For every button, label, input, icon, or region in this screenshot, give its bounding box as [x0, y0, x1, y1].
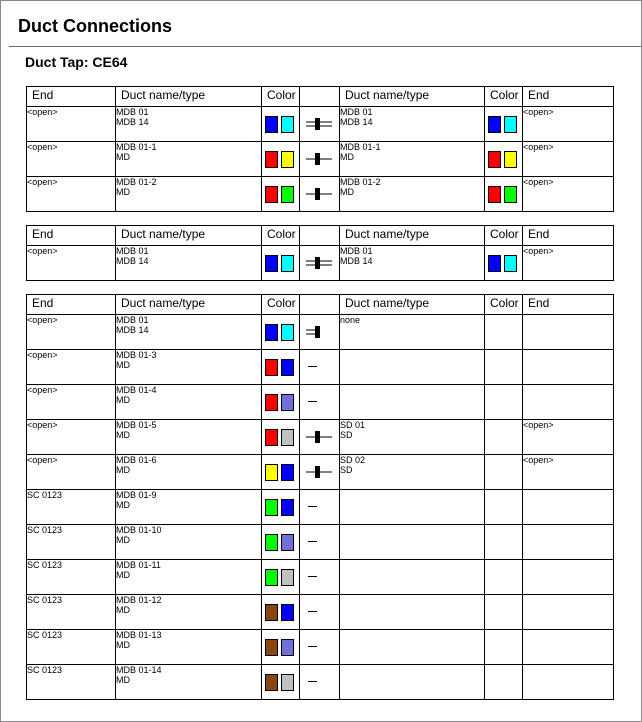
- color-swatch-group: [262, 246, 299, 272]
- color-swatch-silver: [281, 569, 294, 586]
- color-header: Color: [262, 226, 300, 246]
- color-swatch-brown: [265, 604, 278, 621]
- duct-type: MDB 14: [116, 256, 149, 266]
- end-value: <open>: [523, 107, 554, 117]
- color-swatch-yellow: [265, 464, 278, 481]
- color-cell-right: [485, 142, 523, 177]
- end-value: <open>: [27, 315, 58, 325]
- duct-cell-right: [340, 142, 485, 177]
- connector-cell: [300, 665, 340, 700]
- color-swatch-red: [265, 151, 278, 168]
- connector-cell: [300, 385, 340, 420]
- duct-name: MDB 01-14: [116, 665, 162, 675]
- duct-cell: [116, 350, 262, 385]
- duct-type: MD: [116, 500, 130, 510]
- color-cell-right: [485, 630, 523, 665]
- color-swatch-group: [262, 455, 299, 481]
- connector-cell: [300, 490, 340, 525]
- color-cell: [262, 107, 300, 142]
- duct-header: Duct name/type: [116, 295, 262, 315]
- end-cell-right: [523, 455, 614, 490]
- duct-name: MDB 01: [116, 107, 149, 117]
- duct-header: Duct name/type: [116, 226, 262, 246]
- duct-cell: [116, 455, 262, 490]
- end-value: SC 0123: [27, 490, 63, 500]
- end-header: End: [27, 295, 116, 315]
- end-value: <open>: [27, 385, 58, 395]
- end-value: <open>: [523, 142, 554, 152]
- duct-name: MDB 01-6: [116, 455, 157, 465]
- color-swatch-green: [265, 534, 278, 551]
- duct-cell-right: [340, 246, 485, 281]
- connector-header: [300, 226, 340, 246]
- color-swatch-cyan: [504, 255, 517, 272]
- color-swatch-blue: [281, 464, 294, 481]
- color-swatch-slate: [281, 534, 294, 551]
- header-row: [27, 226, 614, 246]
- end-cell: [27, 595, 116, 630]
- duct-type: MD: [116, 640, 130, 650]
- end-cell: [27, 177, 116, 212]
- duct-cell-right: [340, 385, 485, 420]
- connector-cell: [300, 525, 340, 560]
- connector-cell: [300, 595, 340, 630]
- end-cell-right: [523, 350, 614, 385]
- duct-cell: [116, 560, 262, 595]
- color-cell: [262, 142, 300, 177]
- end-cell-right: [523, 107, 614, 142]
- duct-type: MD: [116, 570, 130, 580]
- color-header: Color: [262, 87, 300, 107]
- duct-type: MD: [116, 675, 130, 685]
- no-connection-icon: [308, 366, 317, 367]
- color-cell: [262, 665, 300, 700]
- duct-name: MDB 01-1: [116, 142, 157, 152]
- end-cell: [27, 107, 116, 142]
- end-cell: [27, 315, 116, 350]
- color-swatch-group: [262, 315, 299, 341]
- connector-cell: [300, 177, 340, 212]
- end-cell: [27, 560, 116, 595]
- table-row: [27, 385, 614, 420]
- color-swatch-green: [281, 186, 294, 203]
- duct-header-right: Duct name/type: [340, 295, 485, 315]
- color-swatch-yellow: [504, 151, 517, 168]
- single-connector-icon: [308, 431, 330, 443]
- color-cell: [262, 560, 300, 595]
- color-cell: [262, 350, 300, 385]
- end-value: <open>: [27, 455, 58, 465]
- no-connection-icon: [308, 401, 317, 402]
- color-swatch-group: [485, 177, 522, 203]
- duct-cell-right: [340, 177, 485, 212]
- color-header: Color: [262, 295, 300, 315]
- duct-cell: [116, 525, 262, 560]
- color-swatch-blue: [281, 359, 294, 376]
- duct-type: MD: [116, 430, 130, 440]
- color-cell-right: [485, 420, 523, 455]
- duct-cell-right: [340, 490, 485, 525]
- color-swatch-silver: [281, 674, 294, 691]
- duct-header-right: Duct name/type: [340, 226, 485, 246]
- color-swatch-group: [262, 525, 299, 551]
- double-connector-icon: [308, 257, 330, 269]
- duct-cell: [116, 420, 262, 455]
- duct-cell: [116, 490, 262, 525]
- duct-name: MDB 01-11: [116, 560, 161, 570]
- connector-cell: [300, 350, 340, 385]
- end-header-right: End: [523, 87, 614, 107]
- table-row: [27, 107, 614, 142]
- table-row: [27, 246, 614, 281]
- color-swatch-brown: [265, 639, 278, 656]
- duct-type: MD: [116, 187, 130, 197]
- color-swatch-cyan: [504, 116, 517, 133]
- color-header-right: Color: [485, 87, 523, 107]
- color-cell: [262, 455, 300, 490]
- color-swatch-blue: [488, 255, 501, 272]
- connector-cell: [300, 107, 340, 142]
- color-swatch-group: [262, 595, 299, 621]
- table-row: [27, 525, 614, 560]
- color-swatch-group: [262, 490, 299, 516]
- color-swatch-red: [265, 359, 278, 376]
- end-cell: [27, 142, 116, 177]
- color-swatch-yellow: [281, 151, 294, 168]
- duct-name: MDB 01: [116, 315, 149, 325]
- duct-type: MD: [116, 535, 130, 545]
- color-swatch-group: [485, 142, 522, 168]
- end-cell: [27, 420, 116, 455]
- duct-name: MDB 01-9: [116, 490, 157, 500]
- connector-cell: [300, 142, 340, 177]
- end-value: SC 0123: [27, 560, 63, 570]
- color-cell: [262, 420, 300, 455]
- double-connector-icon: [308, 118, 330, 130]
- connections-table-3: [26, 294, 614, 700]
- color-swatch-slate: [281, 639, 294, 656]
- color-swatch-group: [485, 107, 522, 133]
- duct-cell: [116, 246, 262, 281]
- color-swatch-group: [262, 665, 299, 691]
- end-cell-right: [523, 142, 614, 177]
- end-cell: [27, 455, 116, 490]
- duct-type: MD: [116, 152, 130, 162]
- end-header-right: End: [523, 295, 614, 315]
- connector-cell: [300, 560, 340, 595]
- end-value: <open>: [523, 455, 554, 465]
- end-value: <open>: [27, 350, 58, 360]
- duct-cell: [116, 665, 262, 700]
- color-swatch-red: [488, 151, 501, 168]
- no-connection-icon: [308, 576, 317, 577]
- color-cell: [262, 177, 300, 212]
- color-swatch-red: [265, 394, 278, 411]
- color-swatch-group: [262, 350, 299, 376]
- color-swatch-group: [262, 107, 299, 133]
- end-cell-right: [523, 525, 614, 560]
- end-cell: [27, 490, 116, 525]
- connector-header: [300, 87, 340, 107]
- duct-cell-right: [340, 350, 485, 385]
- duct-name: MDB 01-2: [340, 177, 381, 187]
- color-cell: [262, 315, 300, 350]
- duct-cell-right: [340, 420, 485, 455]
- duct-cell-right: [340, 595, 485, 630]
- end-cell-right: [523, 246, 614, 281]
- table-row: [27, 665, 614, 700]
- duct-cell: [116, 595, 262, 630]
- connector-cell: [300, 246, 340, 281]
- duct-name: MDB 01-2: [116, 177, 157, 187]
- end-cell-right: [523, 490, 614, 525]
- page-title: Duct Connections: [18, 16, 173, 36]
- color-cell-right: [485, 490, 523, 525]
- table-row: [27, 560, 614, 595]
- duct-name: SD 01: [340, 420, 366, 430]
- end-cell-right: [523, 560, 614, 595]
- end-cell-right: [523, 385, 614, 420]
- duct-cell: [116, 315, 262, 350]
- duct-type: SD: [340, 430, 353, 440]
- color-cell: [262, 630, 300, 665]
- color-cell-right: [485, 350, 523, 385]
- duct-name: MDB 01: [340, 246, 373, 256]
- table-row: [27, 142, 614, 177]
- end-value: SC 0123: [27, 595, 63, 605]
- end-header: End: [27, 226, 116, 246]
- duct-name: MDB 01-10: [116, 525, 162, 535]
- color-swatch-group: [262, 142, 299, 168]
- end-cell: [27, 525, 116, 560]
- duct-type: MD: [116, 465, 130, 475]
- end-value: SC 0123: [27, 665, 63, 675]
- color-swatch-blue: [281, 604, 294, 621]
- single-connector-icon: [308, 153, 330, 165]
- no-connection-icon: [308, 681, 317, 682]
- color-swatch-cyan: [281, 255, 294, 272]
- color-cell-right: [485, 107, 523, 142]
- color-swatch-green: [504, 186, 517, 203]
- duct-cell-right: [340, 107, 485, 142]
- duct-cell-right: [340, 315, 485, 350]
- duct-cell-right: [340, 665, 485, 700]
- duct-cell-right: [340, 455, 485, 490]
- single-connector-icon: [308, 188, 330, 200]
- color-cell: [262, 525, 300, 560]
- end-cell-right: [523, 595, 614, 630]
- duct-name: SD 02: [340, 455, 366, 465]
- color-swatch-red: [265, 429, 278, 446]
- duct-name: MDB 01-5: [116, 420, 157, 430]
- color-swatch-blue: [488, 116, 501, 133]
- color-cell-right: [485, 455, 523, 490]
- duct-type: MD: [116, 360, 130, 370]
- duct-type: MDB 14: [116, 117, 149, 127]
- end-cell-right: [523, 315, 614, 350]
- duct-cell-right: [340, 560, 485, 595]
- duct-header: Duct name/type: [116, 87, 262, 107]
- color-cell: [262, 490, 300, 525]
- duct-cell: [116, 177, 262, 212]
- color-swatch-cyan: [281, 324, 294, 341]
- duct-cell-right: [340, 525, 485, 560]
- table-row: [27, 630, 614, 665]
- color-swatch-green: [265, 499, 278, 516]
- duct-type: MD: [340, 187, 354, 197]
- duct-type: MDB 14: [116, 325, 149, 335]
- color-swatch-blue: [265, 116, 278, 133]
- duct-type: MD: [340, 152, 354, 162]
- color-swatch-green: [265, 569, 278, 586]
- duct-name: MDB 01-1: [340, 142, 381, 152]
- color-cell-right: [485, 665, 523, 700]
- connector-cell: [300, 455, 340, 490]
- end-value: SC 0123: [27, 630, 63, 640]
- color-cell: [262, 385, 300, 420]
- end-value: <open>: [27, 142, 58, 152]
- color-swatch-group: [485, 246, 522, 272]
- no-connection-icon: [308, 611, 317, 612]
- color-swatch-blue: [281, 499, 294, 516]
- color-swatch-group: [262, 177, 299, 203]
- connections-table-1: [26, 86, 614, 212]
- color-cell-right: [485, 177, 523, 212]
- color-swatch-blue: [265, 324, 278, 341]
- duct-type: MDB 14: [340, 117, 373, 127]
- color-swatch-group: [262, 385, 299, 411]
- end-value: SC 0123: [27, 525, 63, 535]
- no-connection-icon: [308, 506, 317, 507]
- color-cell-right: [485, 560, 523, 595]
- duct-name: MDB 01-12: [116, 595, 162, 605]
- color-swatch-group: [262, 560, 299, 586]
- end-cell-right: [523, 177, 614, 212]
- color-header-right: Color: [485, 295, 523, 315]
- end-value: <open>: [523, 177, 554, 187]
- duct-type: MD: [116, 605, 130, 615]
- end-cell-right: [523, 630, 614, 665]
- color-swatch-silver: [281, 429, 294, 446]
- color-swatch-red: [265, 186, 278, 203]
- connector-cell: [300, 630, 340, 665]
- table-row: [27, 420, 614, 455]
- duct-type: MD: [116, 395, 130, 405]
- color-cell-right: [485, 385, 523, 420]
- duct-cell-right: [340, 630, 485, 665]
- color-swatch-slate: [281, 394, 294, 411]
- table-row: [27, 350, 614, 385]
- color-cell: [262, 595, 300, 630]
- color-swatch-cyan: [281, 116, 294, 133]
- end-value: <open>: [27, 420, 58, 430]
- duct-type: MDB 14: [340, 256, 373, 266]
- end-cell: [27, 350, 116, 385]
- duct-cell: [116, 630, 262, 665]
- color-header-right: Color: [485, 226, 523, 246]
- connections-table-2: [26, 225, 614, 281]
- end-cell: [27, 630, 116, 665]
- end-value: <open>: [523, 246, 554, 256]
- color-cell: [262, 246, 300, 281]
- title-divider: [9, 46, 641, 47]
- duct-header-right: Duct name/type: [340, 87, 485, 107]
- table-row: [27, 490, 614, 525]
- color-cell-right: [485, 525, 523, 560]
- duct-tap-title: Duct Tap: CE64: [25, 54, 128, 70]
- connector-cell: [300, 420, 340, 455]
- color-swatch-blue: [265, 255, 278, 272]
- end-cell-right: [523, 420, 614, 455]
- table-row: [27, 177, 614, 212]
- duct-cell: [116, 385, 262, 420]
- end-cell: [27, 665, 116, 700]
- table-row: [27, 315, 614, 350]
- color-cell-right: [485, 315, 523, 350]
- header-row: [27, 295, 614, 315]
- color-cell-right: [485, 246, 523, 281]
- connector-cell: [300, 315, 340, 350]
- open-connector-icon: [308, 326, 330, 338]
- color-swatch-brown: [265, 674, 278, 691]
- no-connection-icon: [308, 541, 317, 542]
- duct-name: MDB 01: [116, 246, 149, 256]
- duct-type: SD: [340, 465, 353, 475]
- single-connector-icon: [308, 466, 330, 478]
- duct-name: MDB 01-4: [116, 385, 157, 395]
- color-swatch-group: [262, 630, 299, 656]
- duct-name: none: [340, 315, 361, 325]
- end-cell: [27, 385, 116, 420]
- duct-cell: [116, 107, 262, 142]
- end-value: <open>: [27, 177, 58, 187]
- end-header-right: End: [523, 226, 614, 246]
- end-value: <open>: [27, 107, 58, 117]
- duct-cell: [116, 142, 262, 177]
- duct-name: MDB 01-13: [116, 630, 162, 640]
- no-connection-icon: [308, 646, 317, 647]
- header-row: [27, 87, 614, 107]
- table-row: [27, 455, 614, 490]
- end-cell: [27, 246, 116, 281]
- connector-header: [300, 295, 340, 315]
- end-value: <open>: [523, 420, 554, 430]
- table-row: [27, 595, 614, 630]
- end-value: <open>: [27, 246, 58, 256]
- end-cell-right: [523, 665, 614, 700]
- duct-name: MDB 01: [340, 107, 373, 117]
- duct-name: MDB 01-3: [116, 350, 157, 360]
- color-cell-right: [485, 595, 523, 630]
- end-header: End: [27, 87, 116, 107]
- color-swatch-red: [488, 186, 501, 203]
- color-swatch-group: [262, 420, 299, 446]
